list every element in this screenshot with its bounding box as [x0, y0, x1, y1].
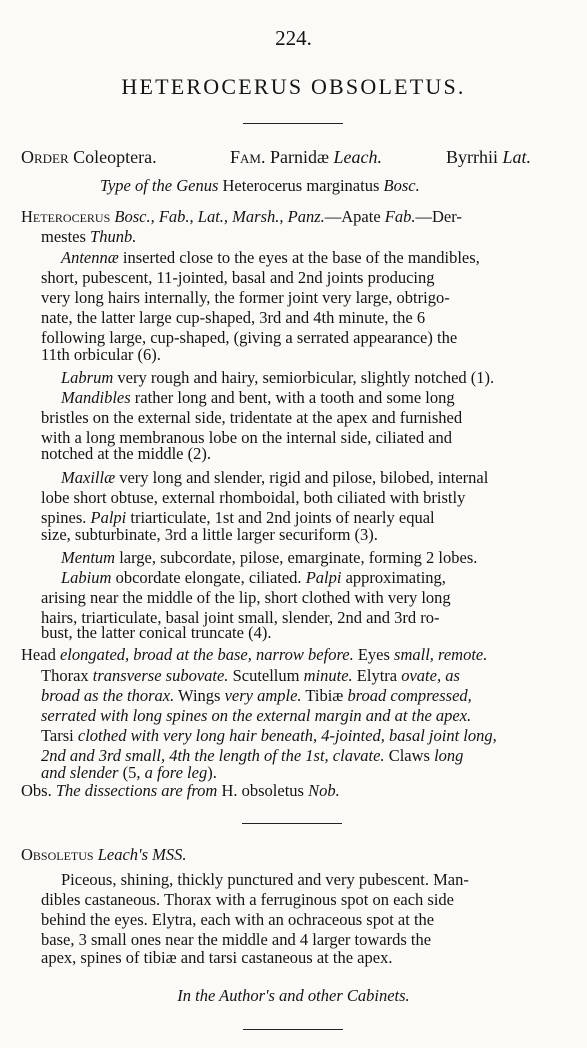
- maxillae-line: Maxillæ very long and slender, rigid and pilose, bilobed, internal: [61, 468, 489, 487]
- text-line: hairs, triarticulate, basal joint small, slender, 2nd and 3rd ro-: [41, 608, 440, 627]
- text-line: size, subturbinate, 3rd a little larger securiform (3).: [41, 525, 378, 544]
- wings-line: broad as the thorax. Wings very ample. Tibiæ broad compressed,: [41, 686, 472, 705]
- labrum-line: Labrum very rough and hairy, semiorbicular, slightly notched (1).: [61, 368, 495, 387]
- obs-line: Obs. The dissections are from H. obsoletus Nob.: [21, 781, 340, 800]
- antennae-line: Antennæ inserted close to the eyes at the base of the mandibles,: [61, 248, 480, 267]
- text-line: nate, the latter large cup-shaped, 3rd and 4th minute, the 6: [41, 308, 426, 327]
- species-desc-line: Piceous, shining, thickly punctured and very pubescent. Man-: [61, 870, 469, 889]
- text-line: short, pubescent, 11-jointed, basal and 2nd joints producing: [41, 268, 435, 287]
- cabinets-note: In the Author's and other Cabinets.: [177, 986, 410, 1005]
- text-line: notched at the middle (2).: [41, 444, 211, 463]
- genus-heading-cont: mestes Thunb.: [41, 227, 137, 246]
- labium-line: Labium obcordate elongate, ciliated. Palpi approximating,: [61, 568, 446, 587]
- text-line: with a long membranous lobe on the internal side, ciliated and: [41, 428, 453, 447]
- family-line: Fam. Parnidæ Leach.: [230, 147, 382, 167]
- mandibles-line: Mandibles rather long and bent, with a tooth and some long: [61, 388, 455, 407]
- fore-leg-line: and slender (5, a fore leg).: [41, 763, 217, 782]
- tarsi-line: Tarsi clothed with very long hair beneath, 4-jointed, basal joint long,: [41, 726, 497, 745]
- species-heading: Obsoletus Leach's MSS.: [21, 845, 187, 864]
- text-line: bust, the latter conical truncate (4).: [41, 623, 272, 642]
- divider: [242, 823, 342, 824]
- text-line: following large, cup-shaped, (giving a serrated appearance) the: [41, 328, 458, 347]
- claws-line: 2nd and 3rd small, 4th the length of the 1st, clavate. Claws long: [41, 746, 464, 765]
- divider: [243, 123, 343, 124]
- text-line: very long hairs internally, the former joint very large, obtrigo-: [41, 288, 450, 307]
- text-line: 11th orbicular (6).: [41, 345, 161, 364]
- genus-type-line: Type of the Genus Heterocerus marginatus Bosc.: [100, 176, 420, 195]
- text-line: arising near the middle of the lip, short clothed with very long: [41, 588, 451, 607]
- text-line: lobe short obtuse, external rhomboidal, both ciliated with bristly: [41, 488, 466, 507]
- genus-heading: Heterocerus Bosc., Fab., Lat., Marsh., Panz.—Apate Fab.—Der-: [21, 207, 462, 226]
- species-desc-line: base, 3 small ones near the middle and 4 larger towards the: [41, 930, 432, 949]
- palpi-line: spines. Palpi triarticulate, 1st and 2nd joints of nearly equal: [41, 508, 435, 527]
- text-line: bristles on the external side, tridentate at the apex and furnished: [41, 408, 463, 427]
- species-desc-line: apex, spines of tibiæ and tarsi castaneous at the apex.: [41, 948, 393, 967]
- classification-line: Order Coleoptera.: [21, 147, 157, 167]
- divider: [243, 1029, 343, 1030]
- family-alt-line: Byrrhii Lat.: [446, 147, 532, 167]
- species-desc-line: behind the eyes. Elytra, each with an ochraceous spot at the: [41, 910, 435, 929]
- tibiae-line: serrated with long spines on the external margin and at the apex.: [41, 706, 472, 725]
- page-number: 224.: [275, 26, 312, 50]
- thorax-line: Thorax transverse subovate. Scutellum minute. Elytra ovate, as: [41, 666, 460, 685]
- page-title: HETEROCERUS OBSOLETUS.: [121, 74, 466, 99]
- head-line: Head elongated, broad at the base, narrow before. Eyes small, remote.: [21, 645, 488, 664]
- species-desc-line: dibles castaneous. Thorax with a ferruginous spot on each side: [41, 890, 455, 909]
- mentum-line: Mentum large, subcordate, pilose, emarginate, forming 2 lobes.: [61, 548, 478, 567]
